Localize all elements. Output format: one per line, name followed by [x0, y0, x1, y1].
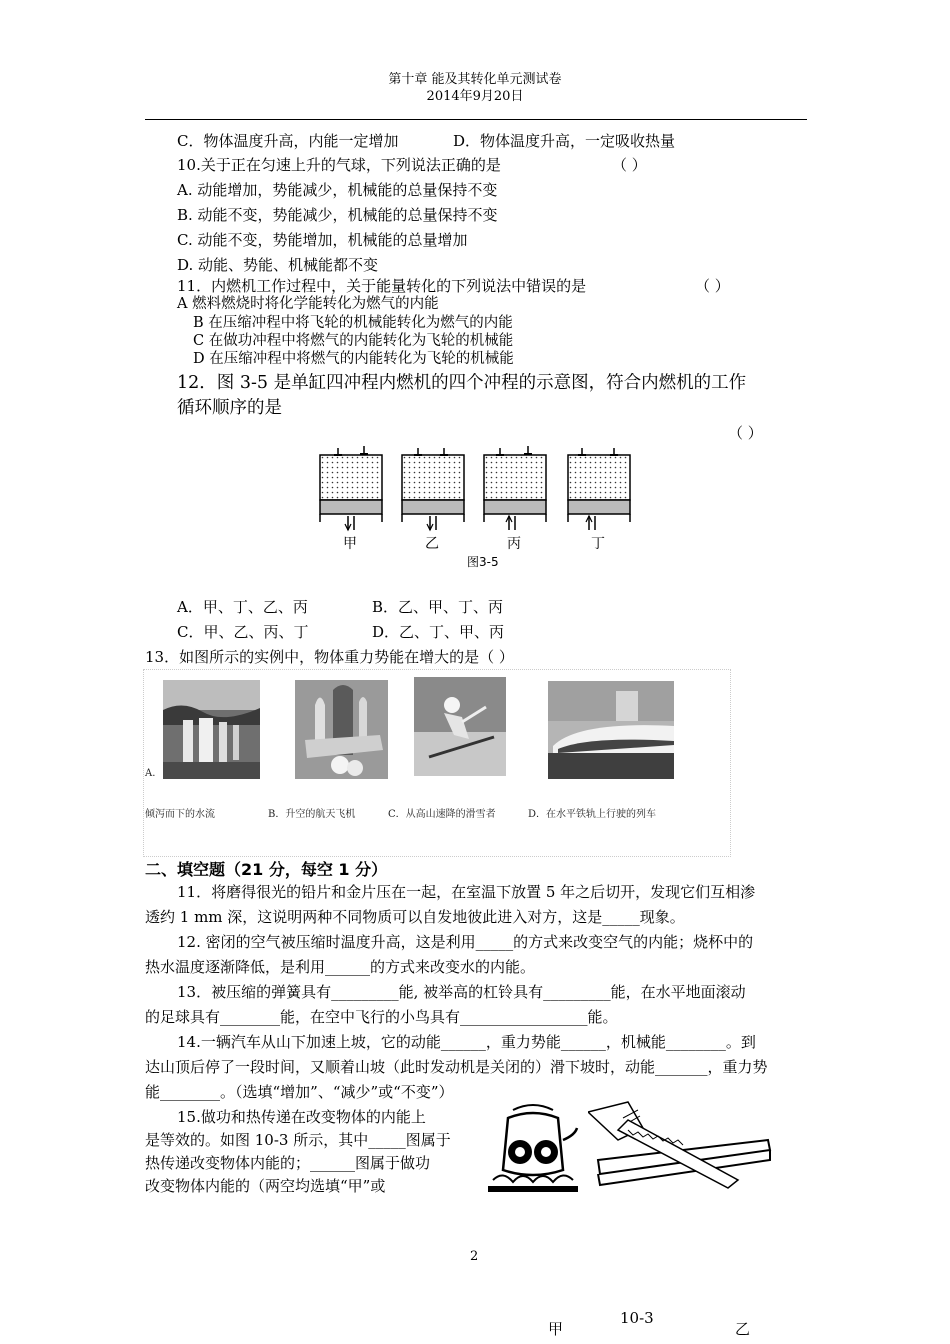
q13-caption-c: C．从高山速降的滑雪者 [388, 809, 496, 820]
fig-label-jia: 甲 [343, 536, 357, 552]
q12-option-d: D．乙、丁、甲、丙 [372, 623, 505, 641]
doc-title: 第十章 能及其转化单元测试卷 [388, 72, 562, 87]
fill-q11-line2: 透约 1 mm 深，这说明两种不同物质可以自发地彼此进入对方，这是_____现象。 [145, 908, 685, 926]
q10-option-c: C. 动能不变，势能增加，机械能的总量增加 [177, 231, 468, 249]
q11-stem: 11．内燃机工作过程中，关于能量转化的下列说法中错误的是 [177, 277, 587, 295]
cylinder-ding [568, 448, 630, 530]
fill-q15-line1: 15.做功和热传递在改变物体的内能上 [177, 1108, 426, 1126]
fill-q14-line2: 达山顶后停了一段时间，又顺着山坡（此时发动机是关闭的）滑下坡时，动能_______，重力势 [145, 1058, 768, 1076]
cylinder-bing [484, 446, 546, 530]
cylinder-jia [320, 446, 382, 530]
q12-option-b: B．乙、甲、丁、丙 [372, 598, 504, 616]
skier-image [414, 677, 506, 776]
fill-q12-line1: 12. 密闭的空气被压缩时温度升高，这是利用_____的方式来改变空气的内能；烧杯中的 [177, 933, 754, 951]
fig-caption-3-5: 图3-5 [467, 555, 499, 569]
q12-option-c: C．甲、乙、丙、丁 [177, 623, 309, 641]
fill-q13-line2: 的足球具有________能，在空中飞行的小鸟具有_________________能。 [145, 1008, 618, 1026]
fig-label-jia-10-3: 甲 [548, 1320, 564, 1338]
q13-caption-a: 倾泻而下的水流 [145, 809, 215, 820]
kettle-image [483, 1100, 583, 1200]
fig-10-3-label: 10-3 [620, 1309, 654, 1327]
train-image [548, 681, 674, 779]
q10-option-d: D. 动能、势能、机械能都不变 [177, 256, 379, 274]
q10-bracket: （ ） [612, 156, 647, 174]
q10-option-a: A. 动能增加，势能减少，机械能的总量保持不变 [177, 181, 498, 199]
q12-stem-line1: 12．图 3-5 是单缸四冲程内燃机的四个冲程的示意图，符合内燃机的工作 [177, 373, 747, 393]
q13-caption-d: D．在水平铁轨上行驶的列车 [528, 809, 657, 820]
q11-option-b: B 在压缩冲程中将飞轮的机械能转化为燃气的内能 [193, 315, 513, 331]
fig-label-bing: 丙 [507, 536, 521, 552]
fill-q15-line4: 改变物体内能的（两空均选填“甲”或 [145, 1177, 386, 1195]
q12-bracket: （ ） [728, 424, 763, 442]
waterfall-image [163, 680, 260, 779]
space-shuttle-image [295, 680, 388, 779]
q12-option-a: A．甲、丁、乙、丙 [177, 598, 308, 616]
fill-q15-line3: 热传递改变物体内能的；______图属于做功 [145, 1154, 431, 1172]
q9-option-d: D．物体温度升高，一定吸收热量 [453, 132, 676, 150]
fill-q13-line1: 13．被压缩的弹簧具有_________能, 被举高的杠铃具有_________能，在水平地面滚动 [177, 983, 746, 1001]
q11-option-a: A 燃料燃烧时将化学能转化为燃气的内能 [177, 296, 439, 312]
fig-label-yi: 乙 [425, 536, 439, 552]
fill-q14-line3: 能________。（选填“增加”、“减少”或“不变”） [145, 1083, 454, 1101]
q12-stem-line2: 循环顺序的是 [177, 398, 282, 418]
q11-option-d: D 在压缩冲程中将燃气的内能转化为飞轮的机械能 [193, 351, 514, 367]
doc-date: 2014年9月20日 [426, 89, 524, 104]
fill-q15-line2: 是等效的。如图 10-3 所示，其中_____图属于 [145, 1131, 451, 1149]
q13-stem: 13．如图所示的实例中，物体重力势能在增大的是（ ） [145, 648, 514, 666]
q13-caption-b: B．升空的航天飞机 [268, 809, 356, 820]
fill-q14-line1: 14.一辆汽车从山下加速上坡，它的动能______，重力势能______，机械能________。到 [177, 1033, 756, 1051]
saw-image [588, 1100, 772, 1196]
section2-title: 二、填空题（21 分，每空 1 分） [145, 860, 388, 879]
q9-option-c: C．物体温度升高，内能一定增加 [177, 132, 399, 150]
q11-option-c: C 在做功冲程中将燃气的内能转化为飞轮的机械能 [193, 333, 514, 349]
q11-bracket: （ ） [695, 277, 730, 295]
fill-q12-line2: 热水温度逐渐降低，是利用______的方式来改变水的内能。 [145, 958, 536, 976]
q10-stem: 10.关于正在匀速上升的气球，下列说法正确的是 [177, 156, 501, 174]
fig-label-ding: 丁 [591, 536, 605, 552]
q10-option-b: B. 动能不变，势能减少，机械能的总量保持不变 [177, 206, 498, 224]
header-rule [145, 119, 807, 120]
fill-q11-line1: 11．将磨得很光的铅片和金片压在一起，在室温下放置 5 年之后切开，发现它们互相渗 [177, 883, 756, 901]
fig-label-yi-10-3: 乙 [735, 1320, 751, 1338]
cylinder-yi [402, 448, 464, 530]
page-number: 2 [470, 1249, 479, 1264]
q13-a-marker: A. [145, 768, 156, 779]
